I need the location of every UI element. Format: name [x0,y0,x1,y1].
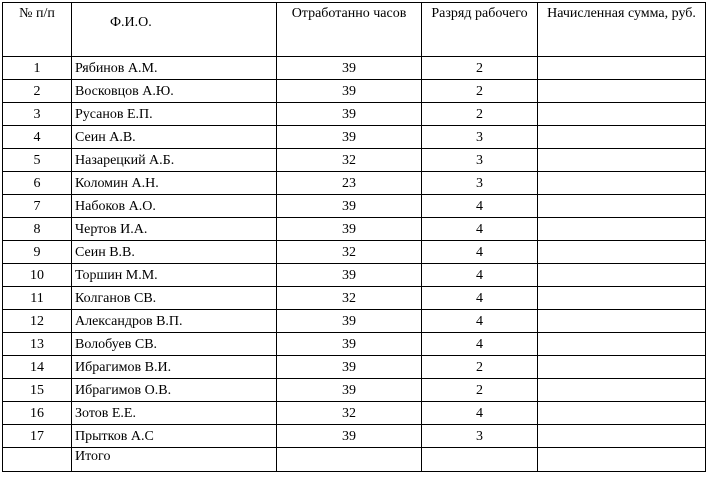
cell-num: 3 [3,103,72,126]
cell-num: 16 [3,402,72,425]
cell-hours: 32 [277,149,422,172]
cell-hours: 39 [277,379,422,402]
cell-name: Набоков А.О. [72,195,277,218]
cell-num: 1 [3,57,72,80]
cell-sum [538,264,706,287]
cell-grade: 2 [422,356,538,379]
cell-num: 13 [3,333,72,356]
cell-hours: 32 [277,241,422,264]
cell-hours: 32 [277,287,422,310]
cell-hours: 39 [277,80,422,103]
cell-sum [538,402,706,425]
header-hours: Отработанно часов [277,3,422,57]
table-row [3,310,706,333]
cell-sum [538,310,706,333]
table-row [3,241,706,264]
header-grade: Разряд рабочего [422,3,538,57]
cell-name: Назарецкий А.Б. [72,149,277,172]
cell-sum [538,80,706,103]
header-sum: Начисленная сумма, руб. [538,3,706,57]
table-row [3,333,706,356]
header-row [3,3,706,57]
cell-sum [538,379,706,402]
cell-sum [538,126,706,149]
total-row [3,448,706,472]
cell-name: Коломин А.Н. [72,172,277,195]
total-grade [422,448,538,472]
cell-name: Сеин А.В. [72,126,277,149]
table-row [3,57,706,80]
table-row [3,425,706,448]
cell-num: 2 [3,80,72,103]
cell-grade: 4 [422,195,538,218]
cell-hours: 39 [277,333,422,356]
cell-grade: 3 [422,149,538,172]
table-row [3,126,706,149]
cell-num: 14 [3,356,72,379]
total-label: Итого [72,448,277,472]
cell-sum [538,333,706,356]
cell-sum [538,149,706,172]
cell-num: 4 [3,126,72,149]
cell-grade: 4 [422,310,538,333]
cell-hours: 39 [277,264,422,287]
total-num [3,448,72,472]
cell-name: Александров В.П. [72,310,277,333]
cell-grade: 2 [422,379,538,402]
cell-name: Ибрагимов О.В. [72,379,277,402]
table-row [3,356,706,379]
cell-name: Чертов И.А. [72,218,277,241]
cell-num: 8 [3,218,72,241]
cell-num: 5 [3,149,72,172]
cell-grade: 4 [422,218,538,241]
cell-hours: 39 [277,57,422,80]
cell-num: 17 [3,425,72,448]
cell-sum [538,356,706,379]
cell-hours: 39 [277,126,422,149]
header-name: Ф.И.О. [72,3,277,57]
cell-name: Прытков А.С [72,425,277,448]
cell-sum [538,218,706,241]
cell-sum [538,425,706,448]
cell-num: 12 [3,310,72,333]
total-sum [538,448,706,472]
cell-name: Восковцов А.Ю. [72,80,277,103]
cell-sum [538,241,706,264]
cell-name: Волобуев СВ. [72,333,277,356]
table-row [3,379,706,402]
cell-name: Колганов СВ. [72,287,277,310]
header-num: № п/п [3,3,72,57]
cell-sum [538,103,706,126]
table-row [3,287,706,310]
cell-sum [538,172,706,195]
cell-num: 10 [3,264,72,287]
cell-grade: 3 [422,172,538,195]
table-row [3,103,706,126]
cell-hours: 23 [277,172,422,195]
cell-hours: 32 [277,402,422,425]
cell-hours: 39 [277,310,422,333]
cell-name: Ибрагимов В.И. [72,356,277,379]
table-row [3,80,706,103]
cell-name: Русанов Е.П. [72,103,277,126]
cell-hours: 39 [277,356,422,379]
cell-name: Зотов Е.Е. [72,402,277,425]
cell-grade: 2 [422,103,538,126]
table-body [3,57,706,448]
payroll-table [2,2,706,472]
cell-num: 11 [3,287,72,310]
cell-sum [538,195,706,218]
table-row [3,264,706,287]
cell-num: 9 [3,241,72,264]
cell-grade: 4 [422,241,538,264]
cell-grade: 4 [422,333,538,356]
cell-grade: 4 [422,264,538,287]
table-row [3,195,706,218]
cell-grade: 2 [422,57,538,80]
total-hours [277,448,422,472]
cell-hours: 39 [277,425,422,448]
table-row [3,172,706,195]
cell-grade: 4 [422,287,538,310]
cell-grade: 3 [422,425,538,448]
cell-name: Сеин В.В. [72,241,277,264]
cell-name: Рябинов А.М. [72,57,277,80]
cell-sum [538,57,706,80]
cell-hours: 39 [277,218,422,241]
cell-num: 15 [3,379,72,402]
cell-grade: 2 [422,80,538,103]
cell-name: Торшин М.М. [72,264,277,287]
cell-grade: 3 [422,126,538,149]
cell-sum [538,287,706,310]
table-row [3,402,706,425]
cell-num: 6 [3,172,72,195]
cell-num: 7 [3,195,72,218]
cell-hours: 39 [277,195,422,218]
table-row [3,218,706,241]
cell-hours: 39 [277,103,422,126]
cell-grade: 4 [422,402,538,425]
table-row [3,149,706,172]
